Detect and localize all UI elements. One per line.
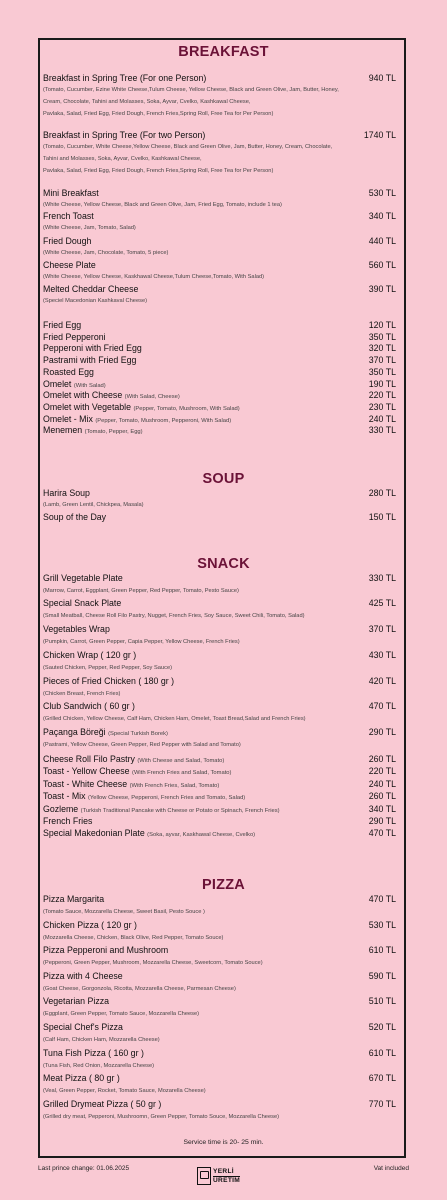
item-price: 430 TL [368,650,396,660]
item-name: Pizza with 4 Cheese [43,970,123,981]
menu-item [43,73,396,84]
menu-item [43,598,396,609]
menu-item [43,320,396,331]
item-inline-desc: (With Salad, Cheese) [124,394,180,401]
item-name: Tuna Fish Pizza ( 160 gr ) [43,1047,144,1058]
item-name: Toast - Yellow Cheese [43,766,130,777]
item-price: 510 TL [368,996,396,1007]
item-description: (Eggplant, Green Pepper, Tomato Sauce, Mozzarella Cheese) [43,1011,200,1018]
item-description: (Marrow, Carrot, Eggplant, Green Pepper, Red Pepper, Tomato, Pesto Sauce) [43,588,239,594]
menu-item [43,355,396,366]
item-inline-desc: (Special Turkish Borek) [108,731,168,737]
item-price: 770 TL [368,1098,396,1109]
logo-line2: ÜRETİM [213,1176,241,1184]
item-inline-desc: (Turkish Traditional Pancake with Cheese or Potato or Spinach, French Fries) [80,807,280,814]
item-name: Omelet - Mix [43,413,93,424]
item-price: 340 TL [368,211,396,221]
item-price: 470 TL [368,701,396,711]
item-price: 670 TL [368,1073,396,1084]
item-name: French Toast [43,211,94,221]
item-description: (White Cheese, Yellow Cheese, Kaskhawal Cheese,Tulum Cheese,Tomato, With Salad) [43,274,265,280]
menu-item [43,766,396,779]
logo-line1: YERLİ [213,1168,234,1175]
item-description: (Pastrami, Yellow Cheese, Green Pepper, Red Pepper with Salad and Tomato) [43,742,241,748]
item-name: Special Makedonian Plate [43,828,145,839]
menu-item [43,676,396,687]
menu-item [43,1022,396,1033]
item-description: (Tomato, Cucumber, Ezine White Cheese,Tulum Cheese, Yellow Cheese, Black and Green Olive, Jam, Butter, Honey, [43,87,339,93]
last-price-change: Last prince change: 01.06.2025 [38,1165,130,1172]
item-inline-desc: (Yellow Cheese, Pepperoni, French Fries and Tomato, Salad) [87,795,246,802]
item-name: Fried Egg [43,320,82,330]
menu-item [43,343,396,354]
item-price: 440 TL [368,236,396,246]
item-price: 610 TL [368,1047,396,1058]
menu-item [43,130,396,141]
menu-item [43,920,396,931]
item-name: Melted Cheddar Cheese [43,284,139,294]
item-price: 220 TL [368,390,396,401]
item-price: 120 TL [368,320,396,330]
menu-item [43,791,396,804]
item-price: 590 TL [368,970,396,981]
item-price: 470 TL [368,828,396,839]
menu-item [43,754,396,767]
item-name: Pizza Margarita [43,894,105,904]
item-inline-desc: (Tomato, Pepper, Egg) [84,429,143,436]
item-name: Grill Vegetable Plate [43,573,123,583]
menu-item [43,701,396,712]
menu-item [43,573,396,584]
menu-item [43,894,396,905]
item-price: 370 TL [368,624,396,634]
item-price: 320 TL [368,343,396,354]
item-price: 520 TL [368,1022,396,1032]
item-name: Cheese Roll Filo Pastry [43,754,135,764]
item-name: Pepperoni with Fried Egg [43,343,142,354]
yerli-uretim-logo [197,1164,249,1188]
item-name: Fried Dough [43,236,92,246]
menu-item [43,236,396,247]
item-description: (Mozzarella Cheese, Chicken, Black Olive, Red Pepper, Tomato Souce) [43,934,224,941]
item-inline-desc: (With Salad) [73,382,106,389]
item-inline-desc: (With French Fries, Salad, Tomato) [129,782,220,789]
item-price: 530 TL [368,188,396,198]
item-name: Omelet with Vegetable [43,401,132,412]
item-description: (Tomato, Cucumber, White Cheese,Yellow Cheese, Black and Green Olive, Jam, Butter, Honey, Cream, Chocolate, [43,144,333,150]
item-price: 220 TL [368,766,396,777]
item-price: 390 TL [368,284,396,294]
service-note: Service time is 20- 25 min. [183,1139,264,1146]
item-price: 290 TL [368,816,396,826]
item-price: 350 TL [368,331,396,342]
item-description: (Pepperoni, Green Pepper, Mushroom, Mozzarella Cheese, Sweetcorn, Tomato Souce) [43,960,263,967]
item-name: Vegetables Wrap [43,624,110,634]
item-price: 290 TL [368,727,396,737]
item-description: (Goat Cheese, Gorgonzola, Ricotta, Mozzarella Cheese, Parmesan Cheese) [43,985,236,992]
menu-item [43,367,396,378]
item-price: 610 TL [368,945,396,956]
item-description: Cream, Chocolate, Tahini and Molasses, Soka, Ayvar, Cvelko, Kashkawal Cheese, [43,99,251,105]
item-name: Roasted Egg [43,366,94,377]
item-inline-desc: (Pepper, Tomato, Mushroom, Pepperoni, With Salad) [95,417,232,424]
item-name: Fried Pepperoni [43,331,106,342]
menu-item [43,804,396,817]
item-price: 240 TL [368,413,396,424]
item-price: 260 TL [368,754,396,764]
item-price: 470 TL [368,894,396,904]
item-name: Soup of the Day [43,512,107,522]
section-title-snack: SNACK [197,556,250,572]
item-description: (White Cheese, Jam, Tomato, Salad) [43,225,136,231]
item-name: Breakfast in Spring Tree (For one Person) [43,73,207,83]
menu-item [43,816,396,827]
item-description: (Grilled Chicken, Yellow Cheese, Calf Ham, Chicken Ham, Omelet, Toast Bread,Salad and French Fries) [43,716,306,722]
item-description: (White Cheese, Jam, Chocolate, Tomato, 5 piece) [43,250,169,256]
item-name: Club Sandwich ( 60 gr ) [43,701,135,711]
item-price: 280 TL [368,488,396,498]
item-name: Meat Pizza ( 80 gr ) [43,1073,120,1084]
item-price: 260 TL [368,791,396,802]
item-price: 370 TL [368,355,396,366]
item-name: Grilled Drymeat Pizza ( 50 gr ) [43,1098,162,1109]
item-name: Pastrami with Fried Egg [43,355,137,366]
menu-item [43,624,396,635]
menu-item [43,1048,396,1059]
item-price: 330 TL [368,425,396,436]
item-description: Pavlaka, Salad, Fried Egg, Fried Dough, French Fries,Spring Roll, Free Tea for Per Person) [43,111,274,117]
menu-item [43,211,396,222]
item-price: 425 TL [368,598,396,608]
item-name: Chicken Pizza ( 120 gr ) [43,919,137,930]
menu-item [43,332,396,343]
item-inline-desc: (With French Fries and Salad, Tomato) [132,770,232,777]
menu-item [43,488,396,499]
item-name: Breakfast in Spring Tree (For two Person) [43,130,206,140]
item-name: Toast - White Cheese [43,778,128,789]
item-name: Vegetarian Pizza [43,996,110,1007]
item-description: Pavlaka, Salad, Fried Egg, Fried Dough, French Fries,Spring Roll, Free Tea for Per Person) [43,168,274,174]
item-description: (Grilled dry meat, Pepperoni, Mushroomn, Green Pepper, Tomato Souce, Mozzarella Cheese) [43,1113,280,1120]
item-price: 1740 TL [363,130,396,140]
item-name: Special Chef's Pizza [43,1022,123,1032]
item-price: 240 TL [368,778,396,789]
menu-item [43,971,396,982]
item-inline-desc: (With Cheese and Salad, Tomato) [137,758,225,764]
item-description: (White Cheese, Yellow Cheese, Black and Green Olive, Jam, Fried Egg, Tomato, include 1 tea) [43,202,282,208]
item-name: Omelet [43,378,72,389]
item-price: 350 TL [368,366,396,377]
item-name: Toast - Mix [43,791,86,802]
section-title-breakfast: BREAKFAST [178,44,269,60]
item-name: Pizza Pepperoni and Mushroom [43,945,169,956]
item-price: 560 TL [368,260,396,270]
item-description: (Veal, Green Pepper, Rocket, Tomato Sauce, Mozarella Cheese) [43,1088,206,1095]
item-description: Tahini and Molasses, Soka, Ayvar, Cvelko, Kashkawal Cheese, [43,156,202,162]
menu-item [43,1099,396,1110]
item-description: (Chicken Breast, French Fries) [43,691,121,697]
item-price: 330 TL [368,573,396,583]
item-description: (Calf Ham, Chicken Ham, Mozzarella Cheese) [43,1037,160,1043]
item-name: Special Snack Plate [43,598,122,608]
item-price: 150 TL [368,512,396,522]
item-price: 190 TL [368,378,396,389]
item-name: Menemen [43,425,83,436]
item-description: (Small Meatball, Cheese Roll Filo Pastry, Nugget, French Fries, Soy Sauce, Sweet Chili, Tomato, Salad) [43,613,305,619]
item-inline-desc: (Soka, ayvar, Kaskhawal Cheese, Cvelko) [147,832,256,839]
item-description: (Sauted Chicken, Pepper, Red Pepper, Soy Sauce) [43,665,172,671]
item-price: 420 TL [368,676,396,686]
item-price: 340 TL [368,803,396,814]
section-title-pizza: PIZZA [202,877,245,893]
menu-item [43,650,396,661]
menu-item [43,945,396,956]
item-description: (Lamb, Green Lentil, Chickpea, Masala) [43,502,144,508]
menu-item [43,1073,396,1084]
menu-item [43,512,396,523]
item-price: 530 TL [368,919,396,930]
menu-item [43,260,396,271]
item-description: (Tuna Fish, Red Onion, Mozzarella Cheese) [43,1062,155,1069]
logo-mark-icon [197,1167,211,1185]
section-title-soup: SOUP [202,471,245,487]
menu-item [43,779,396,792]
menu-item [43,284,396,295]
item-description: (Pumpkin, Carrot, Green Pepper, Capia Pepper, Yellow Cheese, French Fries) [43,639,240,645]
item-name: French Fries [43,816,93,826]
item-name: Omelet with Cheese [43,390,123,401]
menu-item [43,425,396,438]
item-name: Chicken Wrap ( 120 gr ) [43,650,137,660]
item-description: (Speciel Macedonian Kashkaval Cheese) [43,298,148,304]
item-name: Paçanga Böreği [43,727,106,737]
item-description: (Tomato Sauce, Mozzarella Cheese, Sweet Basil, Pesto Souce ) [43,909,205,915]
menu-item [43,828,396,841]
item-name: Pieces of Fried Chicken ( 180 gr ) [43,676,175,686]
vat-note: Vat included [373,1165,409,1172]
item-name: Mini Breakfast [43,188,99,198]
item-price: 940 TL [368,73,396,83]
item-inline-desc: (Pepper, Tomato, Mushroom, With Salad) [133,405,240,412]
item-name: Harira Soup [43,488,90,498]
menu-item [43,188,396,199]
item-name: Gozleme [43,803,79,814]
item-price: 230 TL [368,401,396,412]
item-name: Cheese Plate [43,260,96,270]
menu-item [43,996,396,1007]
